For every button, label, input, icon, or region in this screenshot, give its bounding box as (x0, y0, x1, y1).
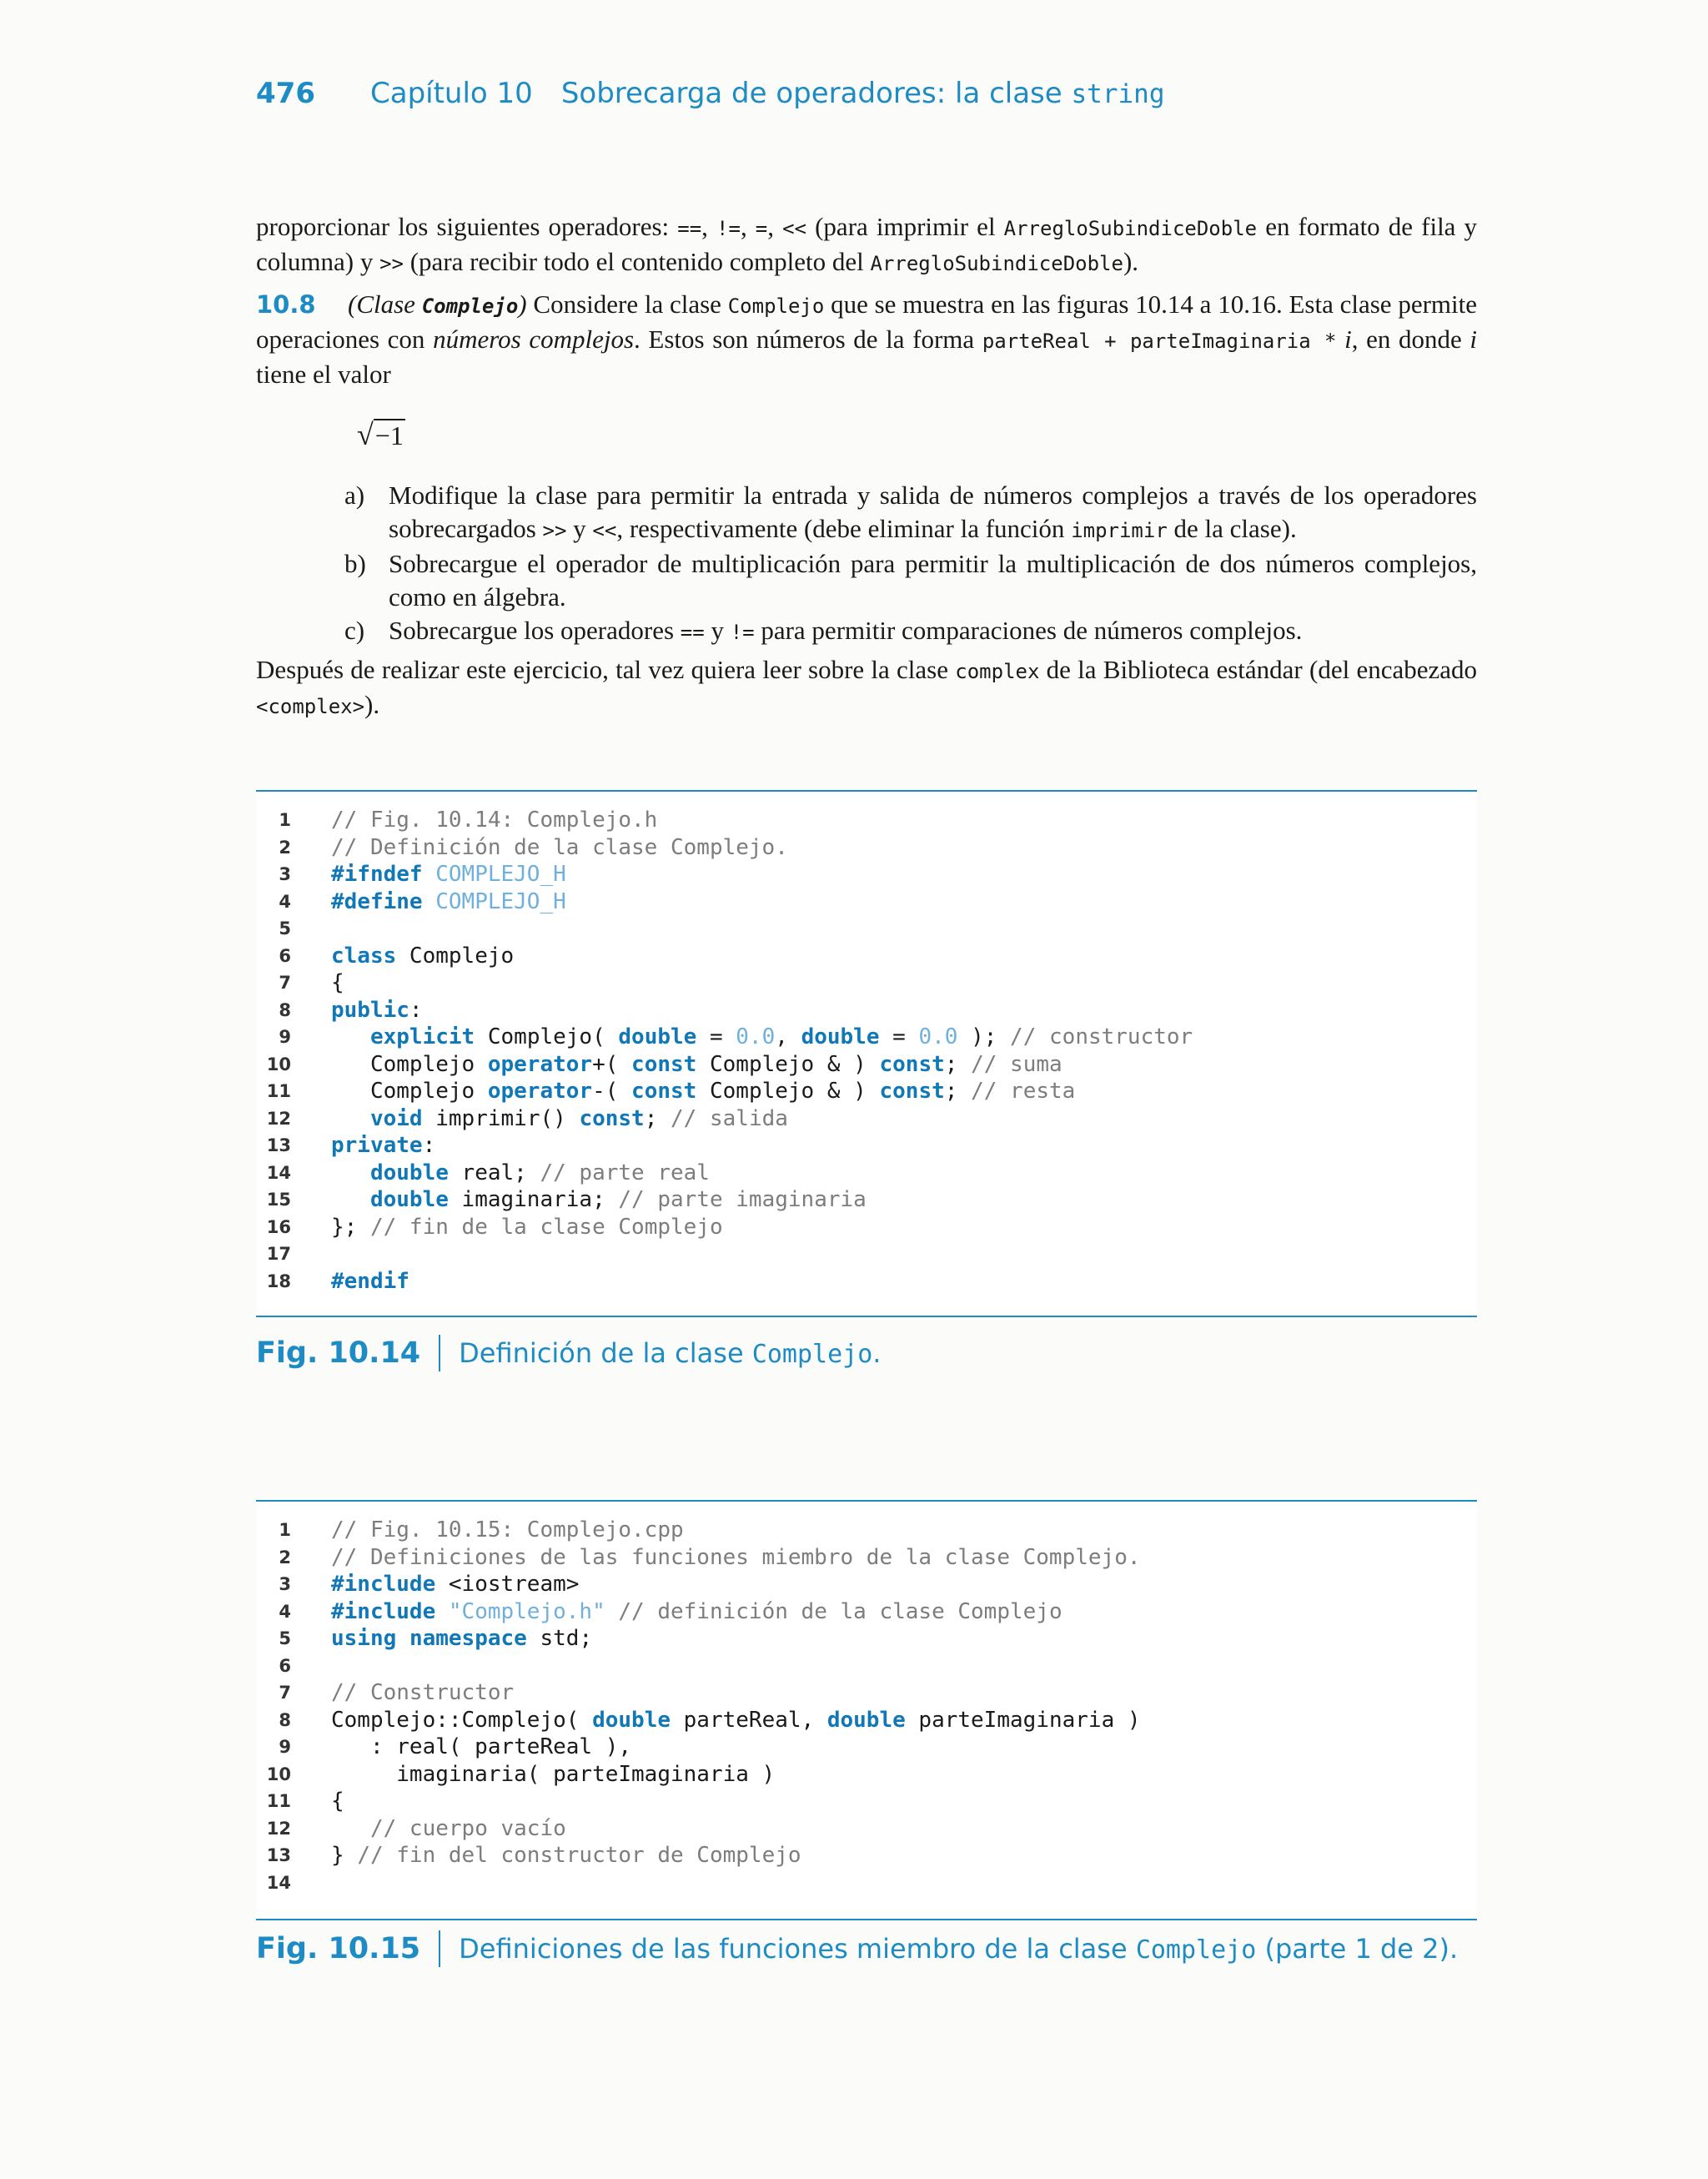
list-item-a: a) Modifique la clase para permitir la entrada y salida de números complejos a través de los operadores sobrecargados >> y <<, respectivamente (debe eliminar la función imprimir de la clase). (344, 481, 1477, 543)
code-line (256, 1214, 1477, 1241)
code-keyword: operator (487, 1079, 593, 1104)
code-token: ; (644, 1105, 671, 1131)
code-listing-fig-10-15 (256, 1500, 1477, 1920)
line-number: 16 (266, 1216, 291, 1237)
code-keyword: double (801, 1024, 880, 1049)
code-line (256, 1517, 1477, 1544)
code-keyword: const (579, 1105, 645, 1131)
fig-label: Fig. 10.14 (256, 1336, 421, 1370)
line-number: 13 (266, 1135, 291, 1155)
line-number: 12 (266, 1818, 291, 1839)
code-text (331, 1571, 579, 1598)
code-comment: // constructor (1010, 1024, 1193, 1049)
code-keyword: #define (331, 888, 423, 914)
code-line (256, 969, 1477, 997)
code-comment: // cuerpo vacío (369, 1815, 566, 1841)
line-number: 4 (279, 1601, 291, 1622)
code-keyword: namespace (409, 1626, 527, 1651)
code-token: ; (944, 1051, 972, 1077)
code-line (256, 1160, 1477, 1187)
code-keyword: void (369, 1105, 423, 1131)
line-number: 10 (266, 1054, 291, 1074)
code-line (256, 1186, 1477, 1214)
code-text (331, 1517, 684, 1544)
line-number: 6 (279, 945, 291, 966)
list-item-c: c) Sobrecargue los operadores == y != para permitir comparaciones de números complejos. (344, 616, 1303, 645)
line-number: 7 (279, 1683, 291, 1703)
exercise-paragraph: 10.8 (Clase Complejo) Considere la clase Complejo que se muestra en las figuras 10.14 a 10.16. Esta clase permite operaciones con números complejos. Estos son números de la forma parteReal + parteImaginaria * i, en donde i tiene el valor (256, 289, 1478, 389)
sqrt-radicand: −1 (374, 420, 404, 450)
line-number: 5 (279, 918, 291, 939)
code-text (331, 943, 514, 970)
code-keyword: const (631, 1079, 697, 1104)
line-number: 14 (266, 1162, 291, 1183)
exercise-list (344, 479, 1477, 649)
code-token: parteReal, (671, 1707, 827, 1733)
code-line (256, 1240, 1477, 1268)
code-text (331, 861, 566, 888)
code-line (256, 915, 1477, 943)
code-keyword: double (826, 1707, 906, 1733)
code-keyword: public (331, 997, 409, 1023)
code-text (331, 1078, 1075, 1105)
code-text (331, 1707, 1141, 1734)
line-number: 3 (279, 864, 291, 884)
line-number: 1 (279, 810, 291, 830)
code-token: imaginaria( parteImaginaria ) (331, 1761, 776, 1787)
chapter-label: Capítulo 10 (370, 77, 533, 110)
code-comment: // Definición de la clase Complejo. (331, 834, 788, 860)
line-number: 9 (279, 1737, 291, 1757)
code-keyword: const (879, 1079, 945, 1104)
line-number: 18 (266, 1271, 291, 1291)
code-comment: // Definiciones de las funciones miembro de la clase Complejo. (331, 1544, 1141, 1570)
code-literal: COMPLEJO_H (435, 888, 566, 914)
code-line (256, 1761, 1477, 1789)
chapter-title: Sobrecarga de operadores: la clase string (560, 77, 1165, 110)
code-comment: // parte real (540, 1160, 710, 1185)
fig-caption-10-14 (256, 1335, 881, 1371)
code-comment: // parte imaginaria (618, 1187, 867, 1212)
code-text (331, 888, 566, 916)
code-token: = (879, 1024, 919, 1049)
line-number: 5 (279, 1628, 291, 1648)
code-token (605, 1599, 619, 1624)
line-number: 2 (279, 837, 291, 858)
code-text (331, 969, 344, 997)
code-keyword: explicit (369, 1024, 475, 1049)
code-token: Complejo( (475, 1024, 619, 1049)
code-token: +( (592, 1051, 632, 1077)
fig-caption-text: Definición de la clase Complejo. (459, 1337, 882, 1369)
caption-divider (439, 1930, 440, 1967)
code-token (435, 1599, 449, 1624)
code-line (256, 1815, 1477, 1843)
code-comment: // definición de la clase Complejo (618, 1598, 1062, 1624)
code-token: imaginaria; (448, 1187, 619, 1212)
code-literal: COMPLEJO_H (435, 862, 566, 887)
code-keyword: const (631, 1051, 697, 1077)
code-line (256, 1842, 1477, 1870)
code-line (256, 997, 1477, 1024)
code-line (256, 1870, 1477, 1897)
code-token: } (331, 1843, 358, 1868)
code-text (331, 1051, 1062, 1079)
code-keyword: operator (487, 1051, 593, 1077)
fig-caption-10-15 (256, 1930, 1458, 1967)
line-number: 2 (279, 1547, 291, 1568)
code-token: : (422, 1133, 436, 1158)
code-comment: // suma (971, 1051, 1062, 1077)
code-keyword: double (369, 1187, 449, 1212)
code-text (331, 1815, 566, 1843)
code-line (256, 1788, 1477, 1815)
code-listing-fig-10-14 (256, 790, 1477, 1317)
code-token: { (331, 970, 344, 995)
caption-divider (439, 1335, 440, 1371)
code-line (256, 1024, 1477, 1051)
code-keyword: using (331, 1626, 397, 1651)
code-line (256, 1571, 1477, 1598)
code-keyword: #include (331, 1572, 436, 1597)
code-token: real; (448, 1160, 540, 1185)
line-number: 7 (279, 973, 291, 993)
code-line (256, 1051, 1477, 1079)
line-number: 8 (279, 1709, 291, 1730)
code-text (331, 1625, 592, 1653)
chapter-title-code: string (1071, 79, 1165, 109)
code-line (256, 1105, 1477, 1133)
code-token (331, 1024, 370, 1049)
code-comment: // resta (971, 1079, 1076, 1104)
code-keyword: class (331, 943, 397, 969)
line-number: 12 (266, 1108, 291, 1129)
list-item-b: b) Sobrecargue el operador de multiplicación para permitir la multiplicación de dos números complejos, como en álgebra. (344, 549, 1477, 611)
code-text (331, 1268, 409, 1296)
code-text (331, 834, 788, 862)
code-token (396, 1626, 409, 1651)
code-line (256, 888, 1477, 916)
code-token: Complejo::Complejo( (331, 1707, 593, 1733)
line-number: 15 (266, 1190, 291, 1210)
code-token: Complejo (331, 1079, 488, 1104)
code-token: }; (331, 1214, 370, 1240)
code-token (423, 889, 436, 914)
fig-caption-text: Definiciones de las funciones miembro de la clase Complejo (parte 1 de 2). (459, 1933, 1459, 1965)
code-text (331, 1024, 1193, 1051)
code-token: = (696, 1024, 736, 1049)
line-number: 10 (266, 1764, 291, 1784)
code-line (256, 807, 1477, 834)
code-literal: "Complejo.h" (448, 1598, 605, 1624)
code-line (256, 1598, 1477, 1626)
code-text (331, 1214, 723, 1241)
code-text (331, 1679, 514, 1707)
code-token: imprimir() (422, 1105, 580, 1131)
line-number: 1 (279, 1520, 291, 1540)
code-token (423, 862, 436, 887)
line-number: 17 (266, 1244, 291, 1264)
code-text (331, 1598, 1062, 1626)
code-line (256, 834, 1477, 862)
line-number: 8 (279, 999, 291, 1020)
code-keyword: #endif (331, 1268, 409, 1294)
code-line (256, 1268, 1477, 1296)
code-comment: // salida (671, 1105, 788, 1131)
code-token: <iostream> (435, 1572, 580, 1597)
line-number: 3 (279, 1574, 291, 1594)
running-header (256, 77, 1165, 110)
exercise-number: 10.8 (256, 290, 316, 319)
code-keyword: double (618, 1024, 697, 1049)
code-comment: // Fig. 10.14: Complejo.h (331, 808, 658, 833)
code-token: Complejo & ) (696, 1079, 880, 1104)
code-comment: // fin del constructor de Complejo (357, 1843, 801, 1868)
code-token: Complejo (396, 943, 515, 969)
code-line (256, 1625, 1477, 1653)
code-token (331, 1816, 370, 1841)
code-text (331, 1160, 710, 1187)
code-text (331, 1761, 775, 1789)
fig-label: Fig. 10.15 (256, 1932, 421, 1965)
line-number: 11 (266, 1081, 291, 1101)
code-comment: // Constructor (331, 1680, 515, 1705)
line-number: 4 (279, 891, 291, 912)
code-text (331, 1788, 344, 1815)
code-comment: // Fig. 10.15: Complejo.cpp (331, 1517, 684, 1542)
code-token: Complejo (331, 1051, 488, 1077)
intro-paragraph: proporcionar los siguientes operadores: ==, !=, =, << (para imprimir el ArregloSubindiceDoble en formato de fila y columna) y >> (para recibir todo el contenido completo del ArregloSubindiceDoble). (256, 212, 1478, 276)
code-text (331, 1186, 867, 1214)
line-number: 13 (266, 1845, 291, 1865)
code-line (256, 943, 1477, 970)
code-token (331, 1106, 370, 1131)
code-text (331, 997, 423, 1024)
code-comment: // fin de la clase Complejo (369, 1214, 723, 1240)
code-line (256, 861, 1477, 888)
code-token (331, 1187, 370, 1212)
code-token (331, 1160, 370, 1185)
code-keyword: double (592, 1707, 671, 1733)
code-text (331, 807, 657, 834)
code-text (331, 1734, 631, 1761)
line-number: 14 (266, 1872, 291, 1893)
code-text (331, 1842, 801, 1870)
code-keyword: #include (331, 1598, 436, 1624)
code-text (331, 1132, 435, 1160)
code-token: : (409, 997, 423, 1023)
code-token: std; (526, 1626, 593, 1651)
code-text (331, 1105, 788, 1133)
code-token: -( (592, 1079, 632, 1104)
code-line (256, 1078, 1477, 1105)
code-literal: 0.0 (918, 1024, 958, 1049)
code-line (256, 1734, 1477, 1761)
code-token: { (331, 1789, 344, 1814)
code-line (256, 1707, 1477, 1734)
code-token: ); (957, 1024, 1011, 1049)
code-token: , (775, 1024, 801, 1049)
code-keyword: double (369, 1160, 449, 1185)
code-text (331, 1544, 1141, 1572)
code-token: : real( parteReal ), (331, 1734, 632, 1759)
line-number: 11 (266, 1791, 291, 1811)
exercise-title: (Clase Complejo) (348, 289, 527, 319)
code-line (256, 1544, 1477, 1572)
line-number: 9 (279, 1027, 291, 1047)
code-keyword: #ifndef (331, 862, 423, 887)
page-number: 476 (256, 77, 315, 110)
line-number: 6 (279, 1655, 291, 1676)
code-line (256, 1653, 1477, 1680)
code-token: Complejo & ) (696, 1051, 880, 1077)
code-keyword: const (879, 1051, 945, 1077)
code-keyword: private (331, 1133, 423, 1158)
code-token: parteImaginaria ) (905, 1707, 1141, 1733)
code-token: ; (944, 1079, 972, 1104)
code-line (256, 1679, 1477, 1707)
after-paragraph: Después de realizar este ejercicio, tal vez quiera leer sobre la clase complex de la Biblioteca estándar (del encabezado <complex>). (256, 655, 1477, 719)
code-line (256, 1132, 1477, 1160)
code-literal: 0.0 (736, 1024, 776, 1049)
sqrt-expression: √−1 (357, 418, 404, 451)
